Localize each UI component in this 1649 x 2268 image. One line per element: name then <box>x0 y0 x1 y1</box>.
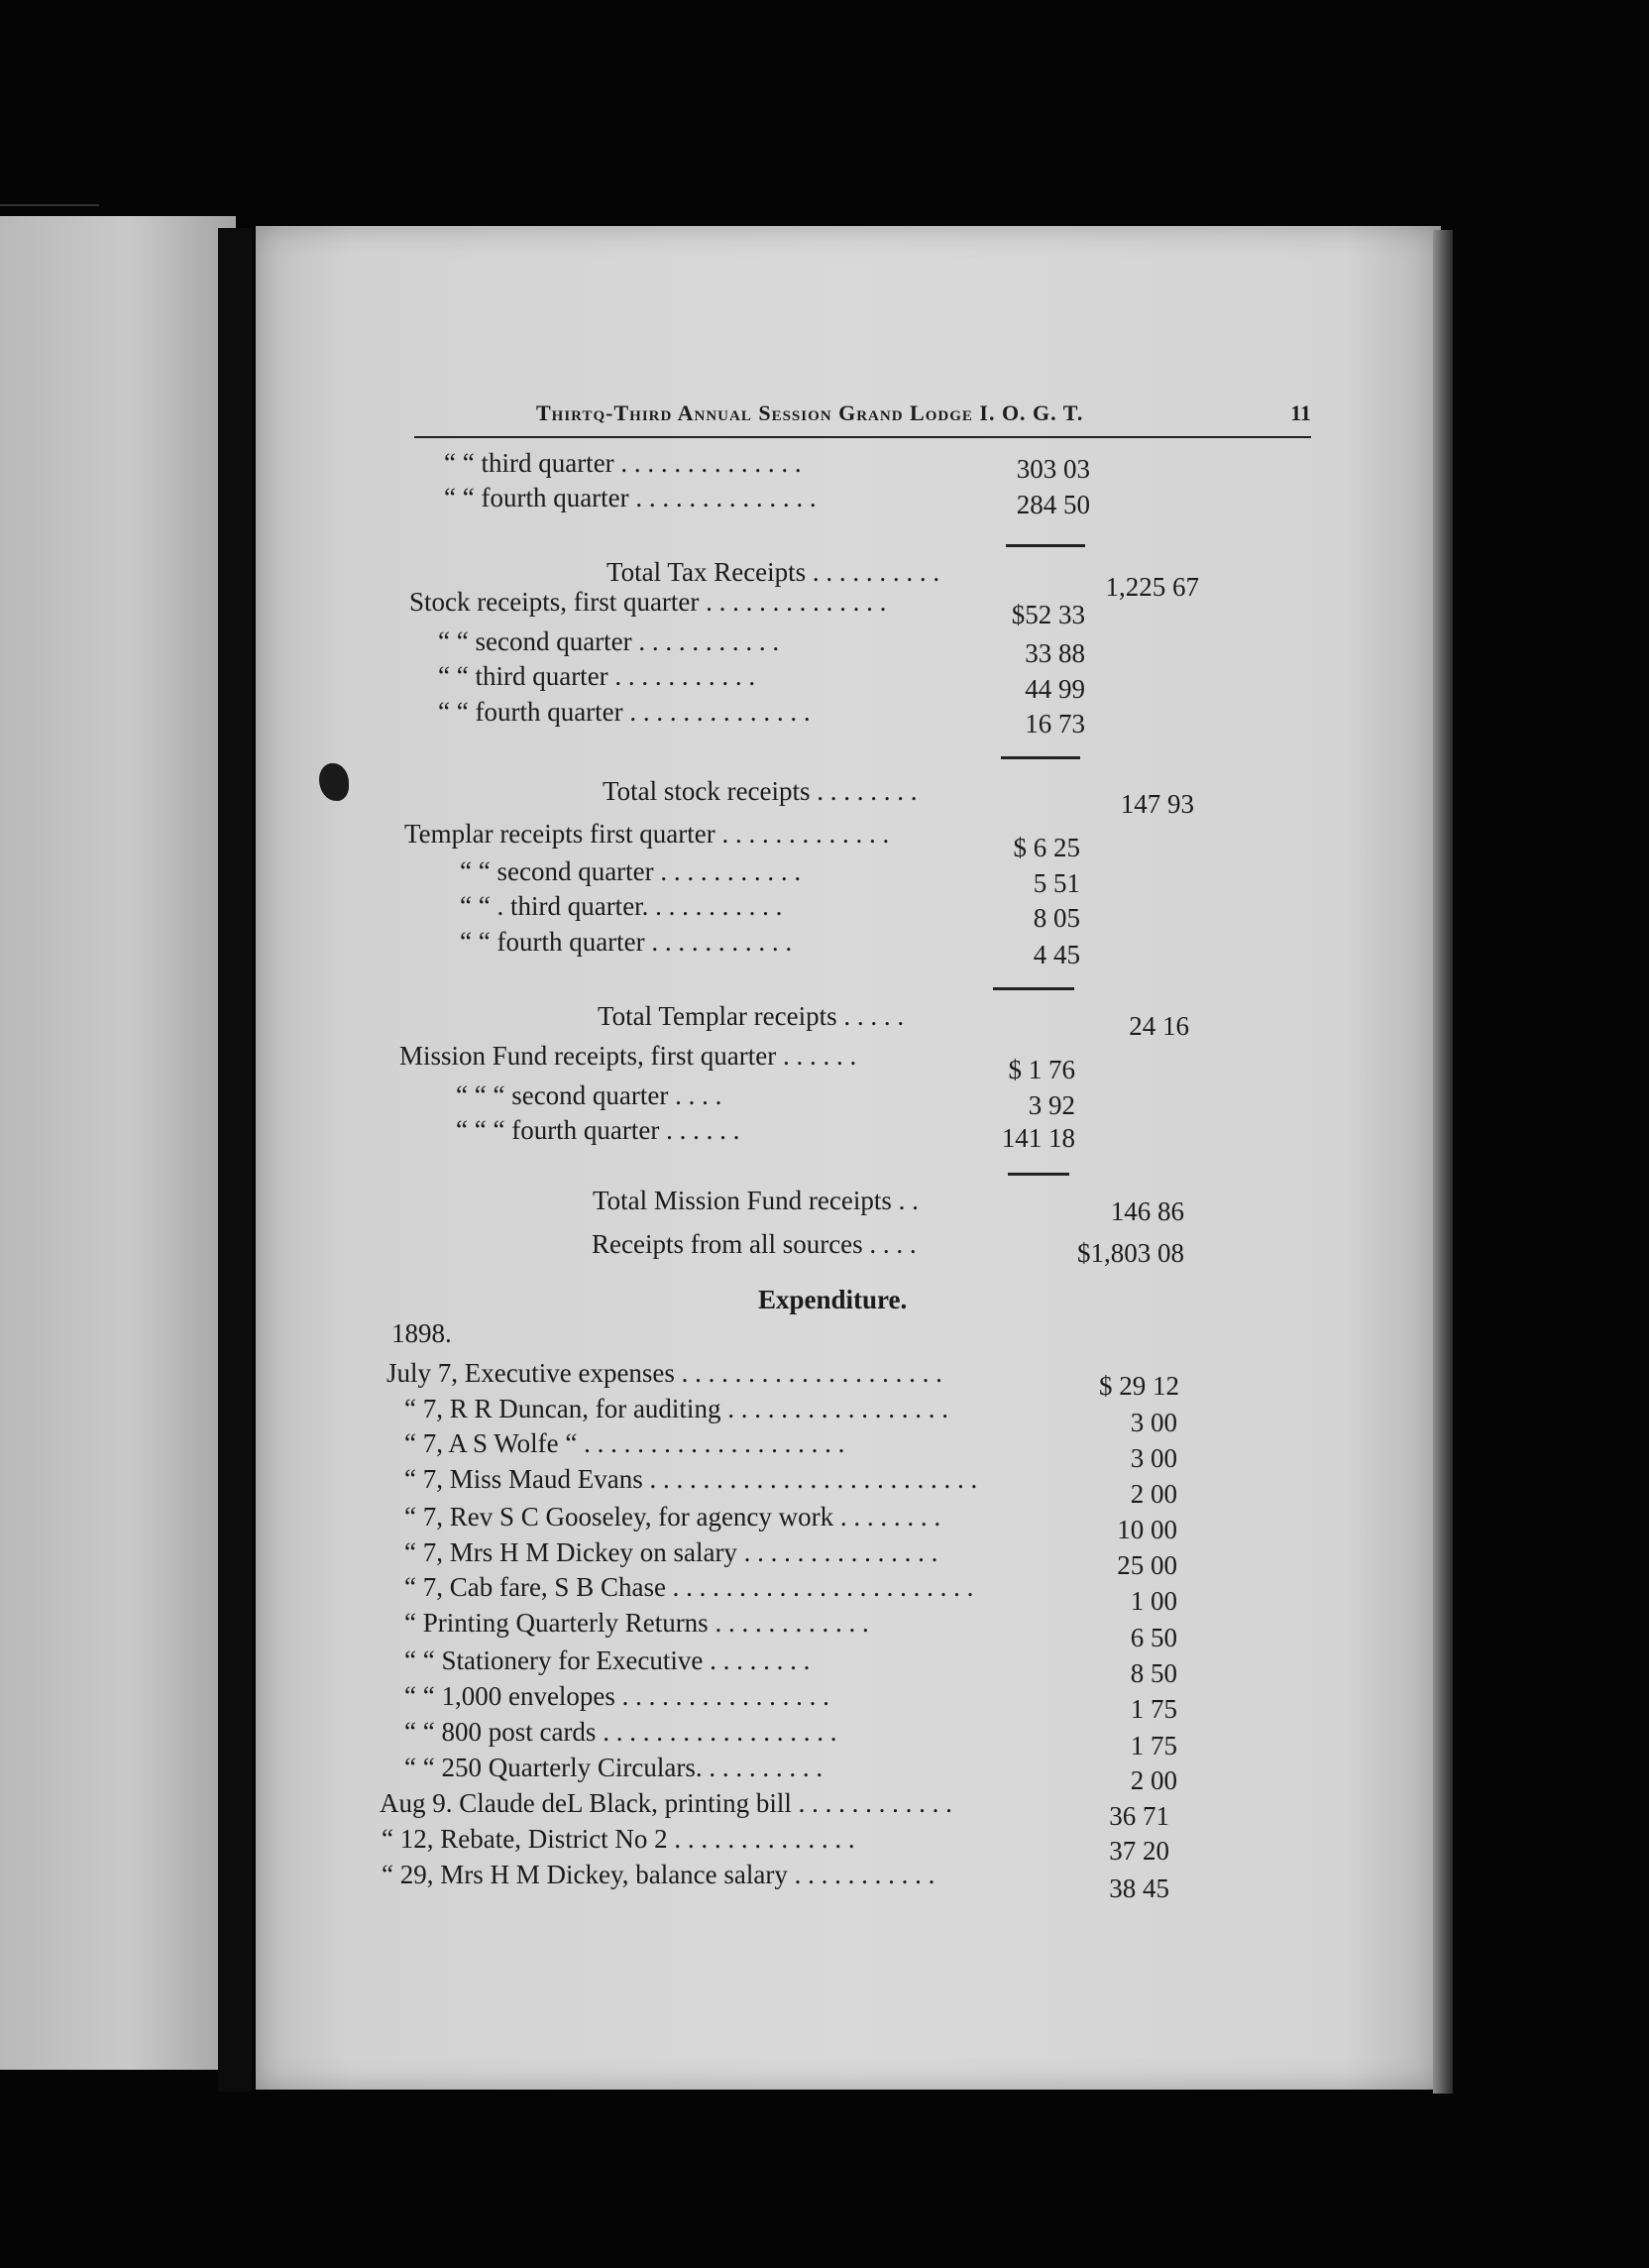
expenditure-line-amount: 37 20 <box>1109 1836 1169 1866</box>
ledger-line-label: “ “ “ fourth quarter . . . . . . <box>456 1115 740 1145</box>
page-edge <box>1433 230 1453 2094</box>
expenditure-line-label: “ 7, R R Duncan, for auditing . . . . . . . . . . . . . . . . . <box>404 1394 948 1423</box>
subtotal-rule <box>1001 756 1080 759</box>
expenditure-line-amount: 2 00 <box>1130 1479 1177 1509</box>
expenditure-line-amount: 1 75 <box>1130 1694 1177 1724</box>
running-head: Thirtq-Third Annual Session Grand Lodge I. O. G. T. <box>536 400 1084 425</box>
ledger-line-amount: 5 51 <box>1033 868 1080 898</box>
ledger-line-amount: 141 18 <box>1001 1123 1075 1153</box>
expenditure-line-label: “ 7, Mrs H M Dickey on salary . . . . . . . . . . . . . . . <box>404 1537 938 1567</box>
facing-page <box>0 216 236 2070</box>
expenditure-line-label: “ 12, Rebate, District No 2 . . . . . . . . . . . . . . <box>382 1824 855 1854</box>
expenditure-line-amount: 3 00 <box>1130 1408 1177 1437</box>
ledger-line-label: Stock receipts, first quarter . . . . . . . . . . . . . . <box>409 587 887 617</box>
expenditure-line-label: “ 29, Mrs H M Dickey, balance salary . . . . . . . . . . . <box>382 1860 935 1889</box>
ledger-line-label: “ “ fourth quarter . . . . . . . . . . . . . . <box>444 483 817 512</box>
ledger-line-label: “ “ second quarter . . . . . . . . . . . <box>438 626 780 656</box>
expenditure-line-label: “ 7, Cab fare, S B Chase . . . . . . . . . . . . . . . . . . . . . . . <box>404 1572 974 1602</box>
total-label: Total Mission Fund receipts . . <box>593 1186 919 1215</box>
expenditure-line-label: Aug 9. Claude deL Black, printing bill . . . . . . . . . . . . <box>380 1788 952 1818</box>
expenditure-line-label: July 7, Executive expenses . . . . . . . . . . . . . . . . . . . . <box>386 1358 942 1388</box>
subtotal-rule <box>1006 544 1085 547</box>
ledger-line-amount: 16 73 <box>1025 709 1085 738</box>
ledger-line-label: “ “ fourth quarter . . . . . . . . . . . <box>460 927 793 957</box>
total-label: Total Templar receipts . . . . . <box>598 1001 905 1031</box>
year-label: 1898. <box>391 1318 452 1348</box>
expenditure-line-label: “ “ Stationery for Executive . . . . . . . . <box>404 1645 811 1675</box>
book-gutter <box>218 228 252 2092</box>
expenditure-line-amount: 10 00 <box>1117 1515 1177 1544</box>
expenditure-heading: Expenditure. <box>758 1285 908 1314</box>
ledger-line-amount: $ 1 76 <box>1008 1055 1075 1084</box>
total-amount: 147 93 <box>1120 789 1194 819</box>
total-amount: 24 16 <box>1129 1011 1189 1041</box>
expenditure-line-label: “ 7, A S Wolfe “ . . . . . . . . . . . . . . . . . . . . <box>404 1428 845 1458</box>
grand-total-amount: $1,803 08 <box>1077 1238 1184 1268</box>
subtotal-rule <box>993 987 1074 990</box>
ledger-line-amount: 8 05 <box>1033 903 1080 933</box>
expenditure-line-amount: 1 75 <box>1130 1731 1177 1760</box>
ledger-line-label: “ “ . third quarter. . . . . . . . . . . <box>460 891 783 921</box>
ledger-line-amount: $ 6 25 <box>1013 833 1080 862</box>
total-amount: 146 86 <box>1110 1196 1184 1226</box>
total-label: Total Tax Receipts . . . . . . . . . . <box>606 557 940 587</box>
expenditure-line-amount: 25 00 <box>1117 1550 1177 1580</box>
expenditure-line-label: “ “ 1,000 envelopes . . . . . . . . . . . . . . . . <box>404 1681 829 1711</box>
ledger-line-amount: 4 45 <box>1033 940 1080 969</box>
ledger-line-amount: 3 92 <box>1028 1090 1075 1120</box>
expenditure-line-amount: 36 71 <box>1109 1801 1169 1831</box>
ledger-line-label: “ “ second quarter . . . . . . . . . . . <box>460 856 802 886</box>
expenditure-line-label: “ Printing Quarterly Returns . . . . . . . . . . . . <box>404 1608 869 1638</box>
expenditure-line-amount: 2 00 <box>1130 1765 1177 1795</box>
ledger-line-label: Templar receipts first quarter . . . . . . . . . . . . . <box>404 819 890 849</box>
expenditure-line-amount: 8 50 <box>1130 1658 1177 1688</box>
ledger-line-label: “ “ third quarter . . . . . . . . . . . <box>438 661 756 691</box>
page-header <box>414 397 1311 438</box>
expenditure-line-amount: 38 45 <box>1109 1873 1169 1903</box>
expenditure-line-label: “ “ 800 post cards . . . . . . . . . . . . . . . . . . <box>404 1717 837 1747</box>
ledger-line-amount: 44 99 <box>1025 674 1085 704</box>
ledger-line-amount: $52 33 <box>1011 600 1085 629</box>
expenditure-line-label: “ “ 250 Quarterly Circulars. . . . . . . . . . <box>404 1753 824 1782</box>
expenditure-line-label: “ 7, Miss Maud Evans . . . . . . . . . . . . . . . . . . . . . . . . . <box>404 1464 978 1494</box>
total-amount: 1,225 67 <box>1105 572 1199 602</box>
ledger-line-amount: 284 50 <box>1016 490 1090 519</box>
ledger-line-amount: 303 03 <box>1016 454 1090 484</box>
total-label: Total stock receipts . . . . . . . . <box>603 776 918 806</box>
expenditure-line-amount: $ 29 12 <box>1099 1371 1179 1401</box>
expenditure-line-amount: 6 50 <box>1130 1623 1177 1652</box>
ledger-line-label: Mission Fund receipts, first quarter . . . . . . <box>399 1041 857 1071</box>
expenditure-line-amount: 1 00 <box>1130 1586 1177 1616</box>
ledger-line-label: “ “ fourth quarter . . . . . . . . . . . . . . <box>438 697 811 727</box>
facing-page-rule <box>0 204 99 206</box>
expenditure-line-amount: 3 00 <box>1130 1443 1177 1473</box>
page-number: 11 <box>1290 400 1311 425</box>
subtotal-rule <box>1008 1173 1069 1176</box>
grand-total-label: Receipts from all sources . . . . <box>592 1229 917 1259</box>
ledger-line-label: “ “ “ second quarter . . . . <box>456 1080 722 1110</box>
ledger-line-amount: 33 88 <box>1025 638 1085 668</box>
ledger-line-label: “ “ third quarter . . . . . . . . . . . . . . <box>444 448 802 478</box>
expenditure-line-label: “ 7, Rev S C Gooseley, for agency work . . . . . . . . <box>404 1502 941 1531</box>
